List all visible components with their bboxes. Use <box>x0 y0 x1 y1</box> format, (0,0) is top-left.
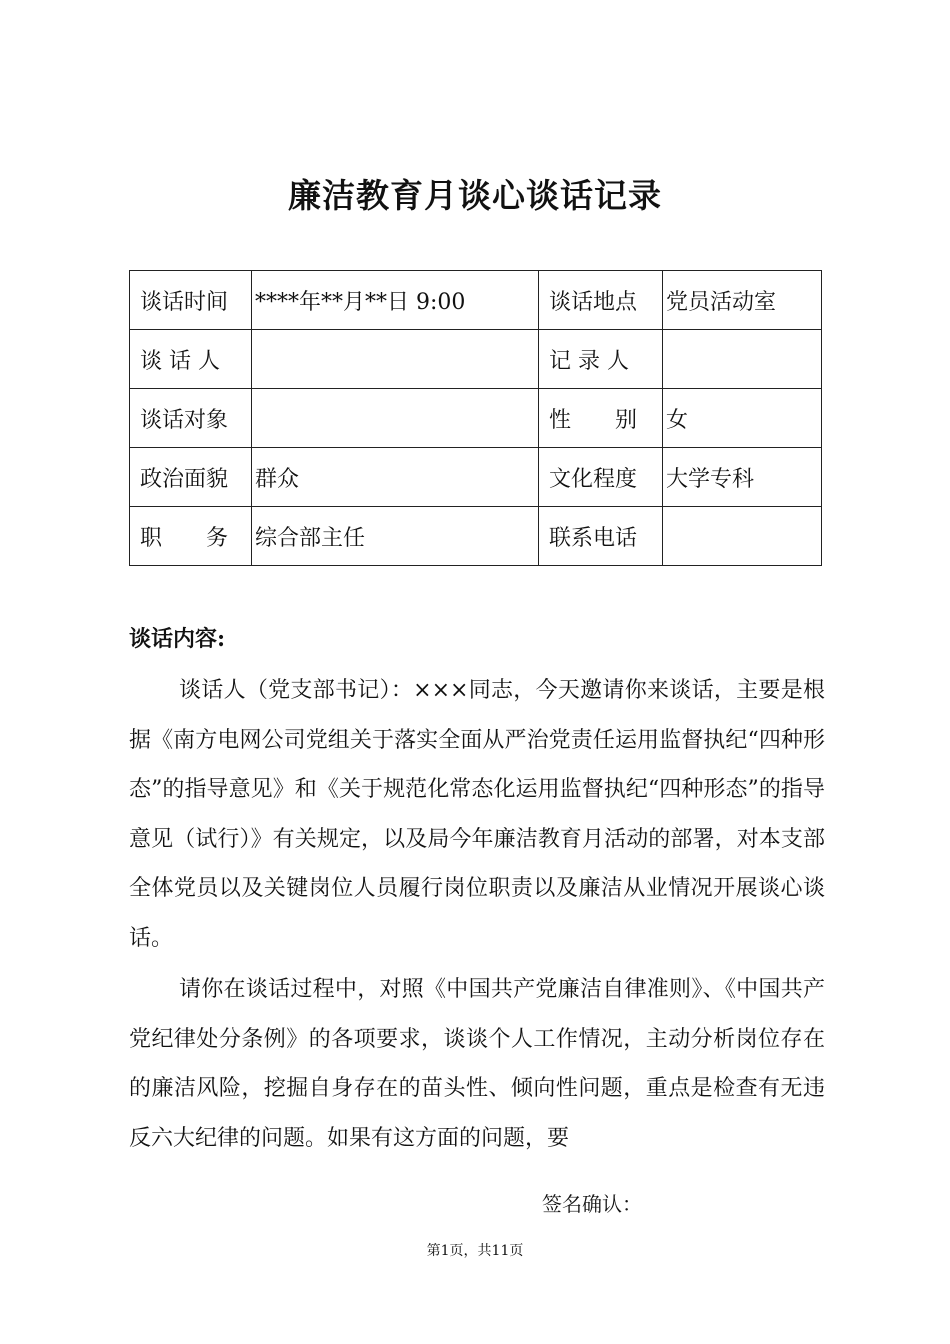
recorder-label: 记 录 人 <box>539 330 663 389</box>
table-row <box>130 271 822 330</box>
education-label: 文化程度 <box>539 448 663 507</box>
phone-label: 联系电话 <box>539 507 663 566</box>
place-label: 谈话地点 <box>539 271 663 330</box>
talker-label: 谈 话 人 <box>130 330 252 389</box>
political-value: 群众 <box>252 448 539 507</box>
page-footer: 第1页，共11页 <box>426 1243 524 1259</box>
time-value: ****年**月**日 9:00 <box>252 271 539 330</box>
time-label: 谈话时间 <box>130 271 252 330</box>
content-paragraph-2: 请你在谈话过程中，对照《中国共产党廉洁自律准则》、《中国共产党纪律处分条例》的各项要求，谈谈个人工作情况，主动分析岗位存在的廉洁风险，挖掘自身存在的苗头性、倾向性问题，重点是检查有无违反六大纪律的问题。如果有这方面的问题，要 <box>129 977 825 1151</box>
political-label: 政治面貌 <box>130 448 252 507</box>
recorder-value <box>663 330 822 389</box>
gender-label: 性 别 <box>539 389 663 448</box>
table-row <box>130 507 822 566</box>
education-value: 大学专科 <box>663 448 822 507</box>
target-label: 谈话对象 <box>130 389 252 448</box>
talker-value <box>252 330 539 389</box>
position-label: 职 务 <box>130 507 252 566</box>
table-row <box>130 389 822 448</box>
position-value: 综合部主任 <box>252 507 539 566</box>
place-value: 党员活动室 <box>663 271 822 330</box>
signature-label: 签名确认： <box>542 1192 642 1216</box>
content-paragraph-1: 谈话人（党支部书记）：×××同志，今天邀请你来谈话，主要是根据《南方电网公司党组关于落实全面从严治党责任运用监督执纪“四种形态”的指导意见》和《关于规范化常态化运用监督执纪“四种形态”的指导意见（试行）》有关规定，以及局今年廉洁教育月活动的部署，对本支部全体党员以及关键岗位人员履行岗位职责以及廉洁从业情况开展谈心谈话。 <box>129 678 825 951</box>
document-title: 廉洁教育月谈心谈话记录 <box>288 176 662 215</box>
table-row <box>130 330 822 389</box>
table-row <box>130 448 822 507</box>
phone-value <box>663 507 822 566</box>
gender-value: 女 <box>663 389 822 448</box>
target-value <box>252 389 539 448</box>
info-table <box>129 270 822 566</box>
content-heading: 谈话内容: <box>129 626 226 652</box>
